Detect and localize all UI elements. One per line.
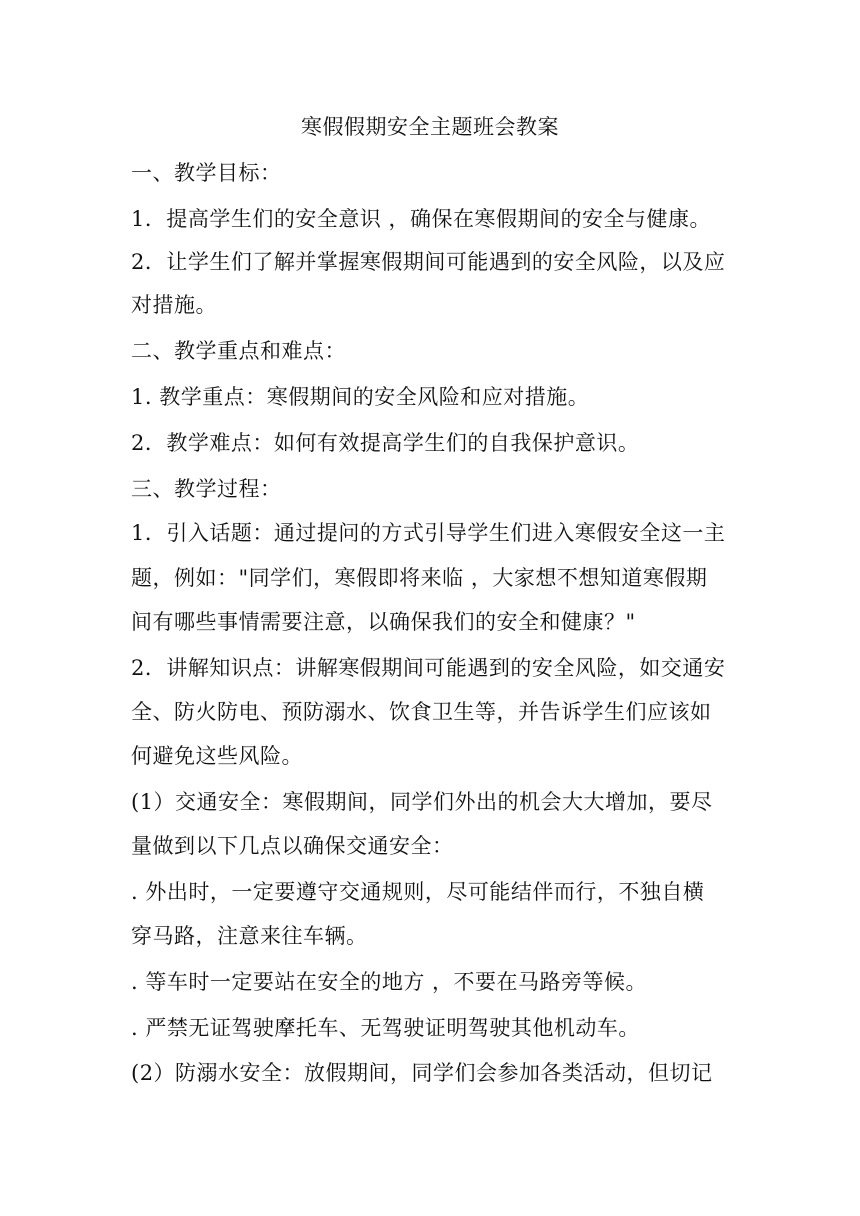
key-point-item-2: 2．教学难点：如何有效提高学生们的自我保护意识。 — [131, 431, 640, 455]
traffic-rule-1: . 外出时，一定要遵守交通规则，尽可能结伴而行，不独自横 — [131, 880, 705, 904]
process-item-2: 2．讲解知识点：讲解寒假期间可能遇到的安全风险，如交通安 — [131, 656, 726, 680]
process-item-2-continued: 何避免这些风险。 — [131, 744, 303, 768]
process-item-1-continued: 题，例如："同学们，寒假即将来临 ，大家想不想知道寒假期 — [131, 566, 708, 590]
drowning-safety-item: (2）防溺水安全：放假期间，同学们会参加各类活动，但切记 — [131, 1061, 713, 1085]
traffic-rule-1-continued: 穿马路，注意来往车辆。 — [131, 924, 368, 948]
traffic-rule-2: . 等车时一定要站在安全的地方 ，不要在马路旁等候。 — [131, 970, 648, 994]
process-item-1: 1．引入话题：通过提问的方式引导学生们进入寒假安全这一主 — [131, 521, 726, 545]
objective-item-1: 1．提高学生们的安全意识 ，确保在寒假期间的安全与健康。 — [131, 207, 712, 231]
heading-objectives: 一、教学目标： — [131, 161, 282, 185]
heading-process: 三、教学过程： — [131, 477, 282, 501]
objective-item-2: 2．让学生们了解并掌握寒假期间可能遇到的安全风险，以及应 — [131, 250, 726, 274]
heading-key-points: 二、教学重点和难点： — [131, 339, 346, 363]
process-item-1-continued: 间有哪些事情需要注意，以确保我们的安全和健康？" — [131, 610, 636, 634]
process-item-2-continued: 全、防火防电、预防溺水、饮食卫生等，并告诉学生们应该如 — [131, 700, 712, 724]
traffic-safety-item-continued: 量做到以下几点以确保交通安全： — [131, 834, 454, 858]
key-point-item-1: 1. 教学重点：寒假期间的安全风险和应对措施。 — [131, 385, 590, 409]
document-title: 寒假假期安全主题班会教案 — [301, 115, 559, 139]
objective-item-2-continued: 对措施。 — [131, 293, 217, 317]
traffic-safety-item: (1）交通安全：寒假期间，同学们外出的机会大大增加，要尽 — [131, 790, 713, 814]
traffic-rule-3: . 严禁无证驾驶摩托车、无驾驶证明驾驶其他机动车。 — [131, 1016, 640, 1040]
